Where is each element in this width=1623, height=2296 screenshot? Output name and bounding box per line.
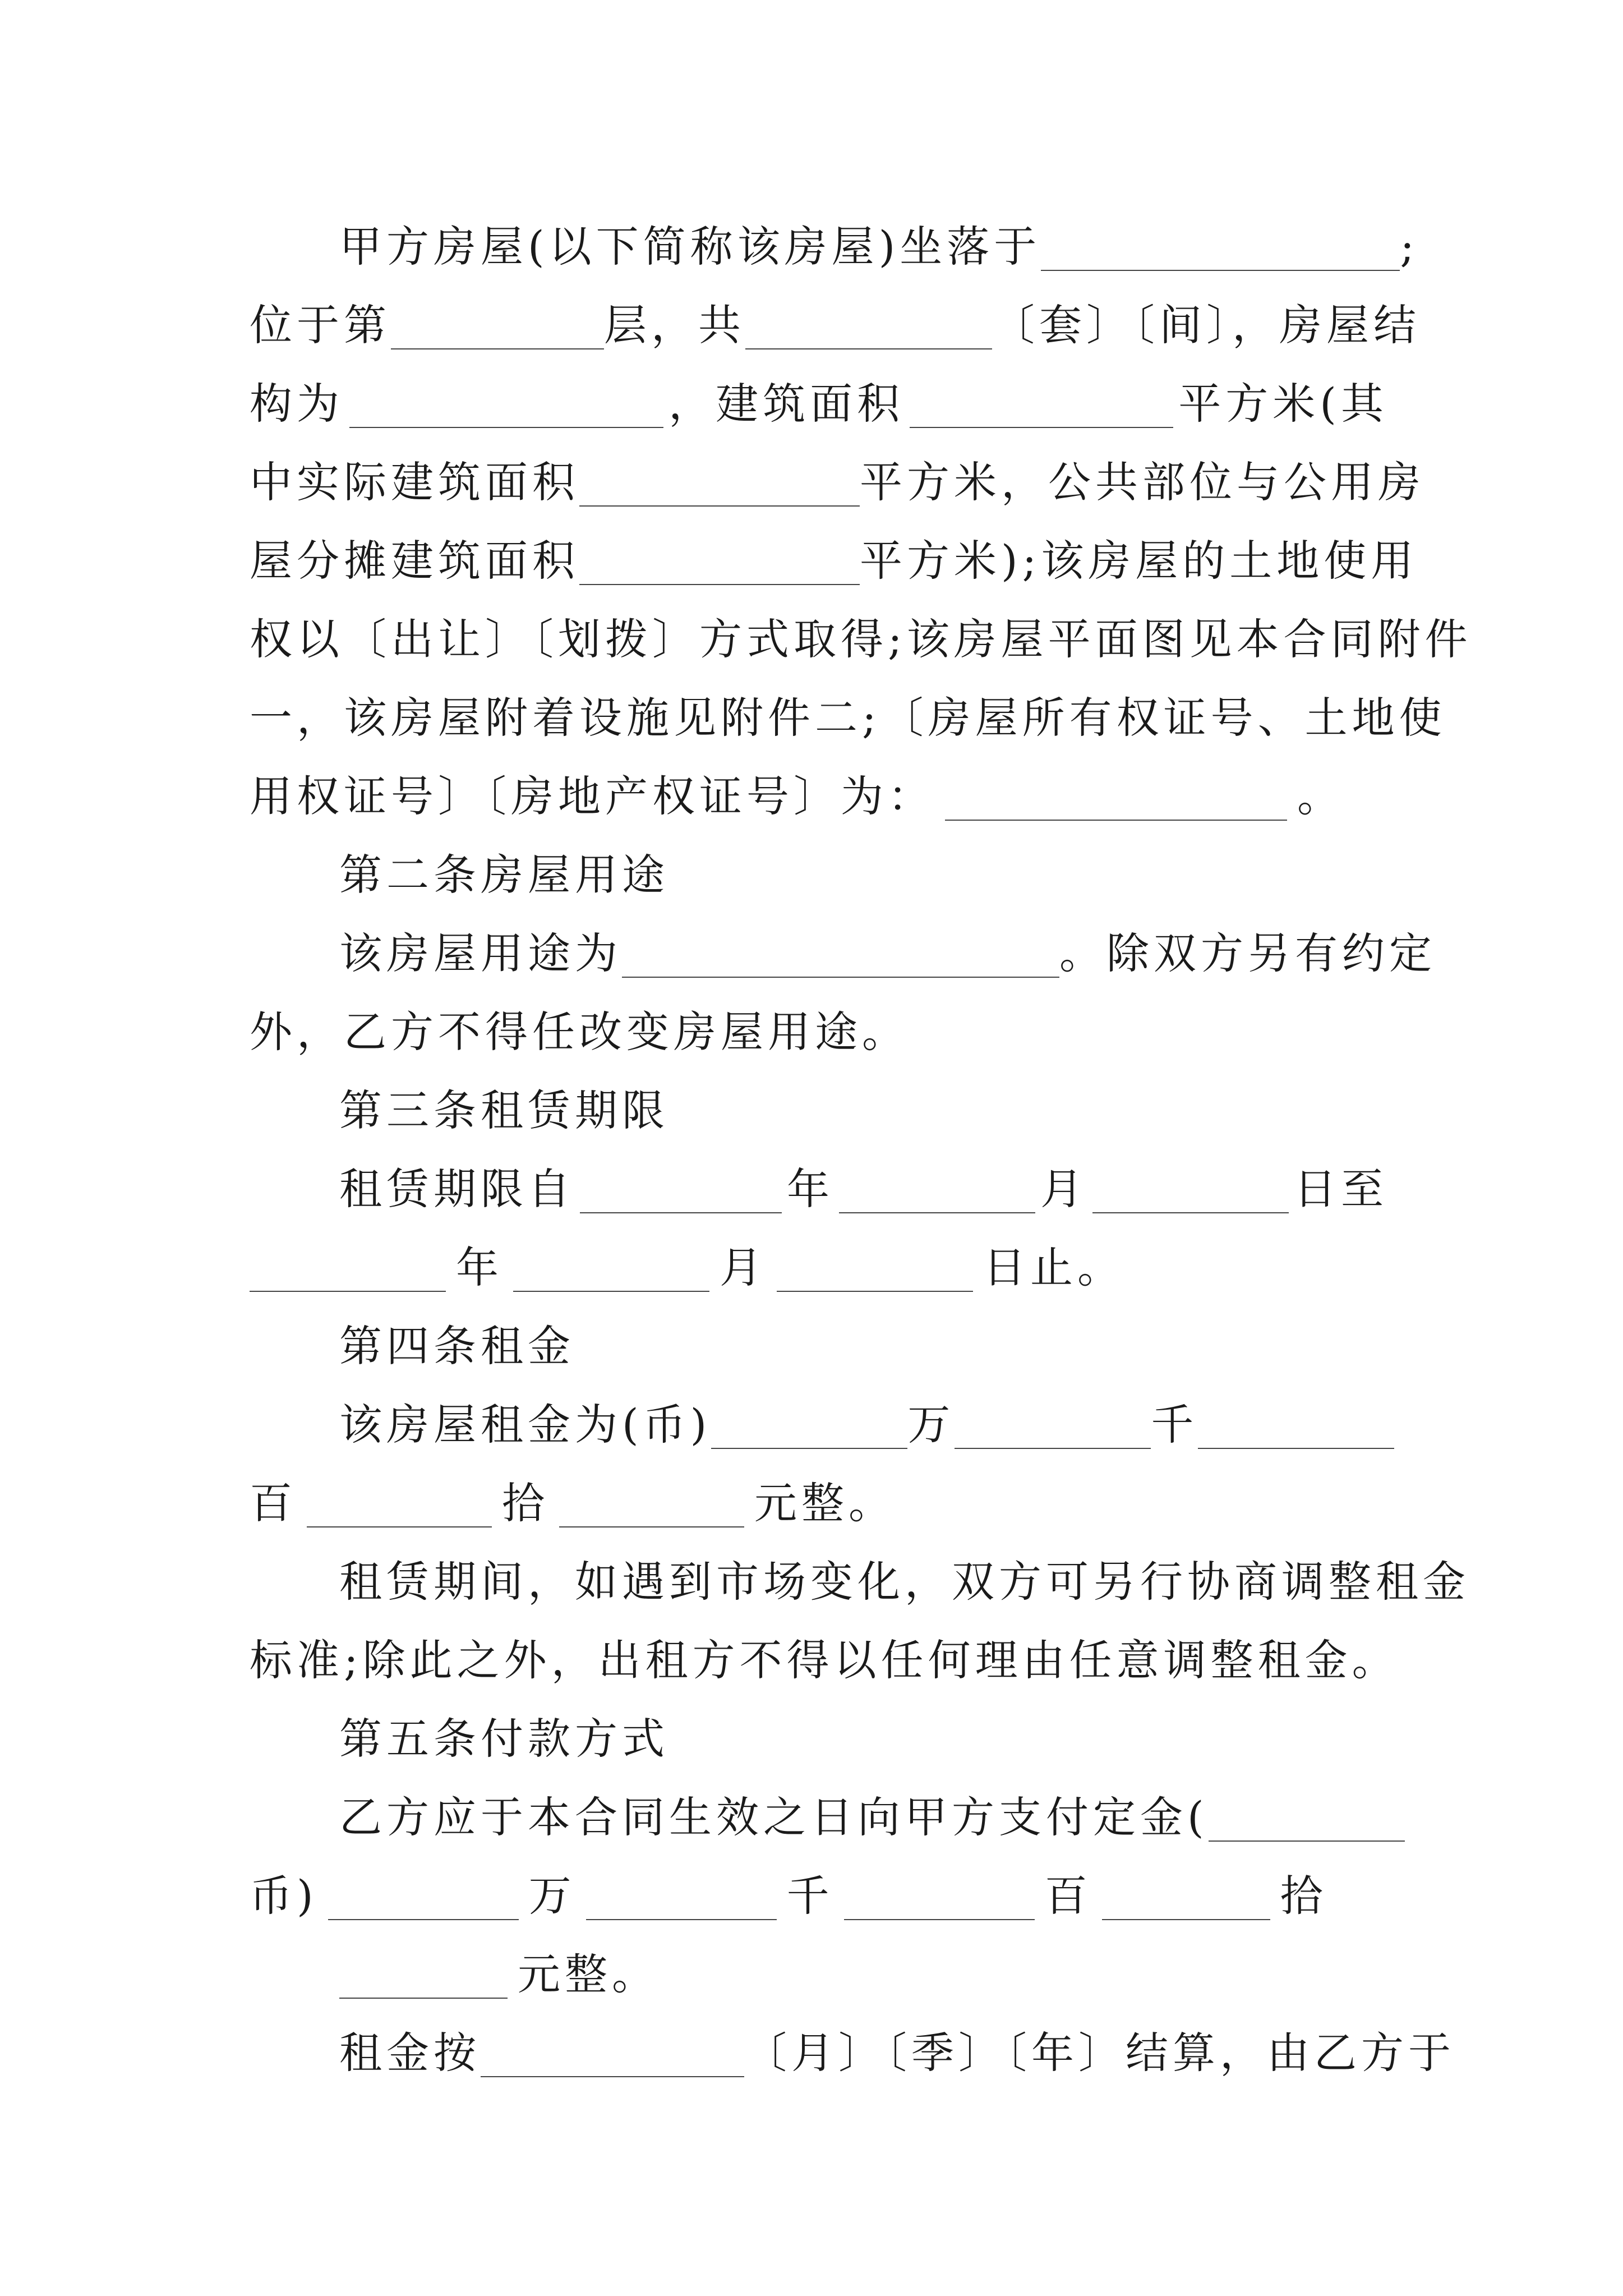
text-segment: 元整。: [754, 1478, 896, 1528]
text-segment: 平方米);该房屋的土地使用: [860, 536, 1418, 586]
text-segment: 层，共: [604, 300, 745, 350]
text-segment: 。: [1297, 771, 1344, 821]
text-line: [339, 1784, 1388, 1851]
text-segment: 位于第: [250, 300, 391, 350]
section-heading: [339, 1313, 1388, 1380]
text-line: [339, 1156, 1388, 1223]
fill-in-blank[interactable]: [1102, 1872, 1270, 1920]
text-segment: 甲方房屋(以下简称该房屋)坐落于: [339, 222, 1041, 272]
text-segment: 平方米，公共部位与公用房: [860, 457, 1425, 507]
text-segment: 构为: [250, 379, 344, 429]
text-segment: 该房屋租金为(币): [339, 1400, 712, 1450]
fill-in-blank[interactable]: [579, 537, 860, 585]
text-segment: 中实际建筑面积: [250, 457, 579, 507]
text-segment: 百: [250, 1478, 297, 1528]
fill-in-blank[interactable]: [777, 1244, 973, 1292]
text-segment: 币): [250, 1871, 318, 1921]
text-line: [250, 763, 1388, 830]
fill-in-blank[interactable]: [328, 1872, 519, 1920]
text-segment: 标准;除此之外，出租方不得以任何理由任意调整租金。: [250, 1635, 1399, 1685]
text-segment: 〔套〕〔间〕，房屋结: [992, 300, 1421, 350]
text-line: [250, 1627, 1399, 1694]
text-line: [250, 684, 1446, 752]
text-segment: 千: [1151, 1400, 1198, 1450]
fill-in-blank[interactable]: [586, 1872, 777, 1920]
text-line: [339, 1391, 1388, 1458]
text-line: [250, 606, 1472, 673]
fill-in-blank[interactable]: [307, 1479, 492, 1527]
text-segment: 租赁期间，如遇到市场变化，双方可另行协商调整租金: [339, 1557, 1470, 1607]
section-heading-text: 第五条付款方式: [339, 1714, 669, 1764]
fill-in-blank[interactable]: [349, 380, 663, 428]
text-segment: 一，该房屋附着设施见附件二;〔房屋所有权证号、土地使: [250, 693, 1446, 743]
fill-in-blank[interactable]: [481, 2029, 744, 2077]
text-segment: 拾: [502, 1478, 549, 1528]
fill-in-blank[interactable]: [513, 1244, 709, 1292]
text-line: [250, 1470, 1388, 1537]
text-segment: 平方米(其: [1178, 379, 1388, 429]
section-heading-text: 第四条租金: [339, 1321, 575, 1371]
text-line: [339, 1548, 1470, 1616]
fill-in-blank[interactable]: [945, 772, 1287, 821]
text-segment: 月: [720, 1243, 767, 1292]
text-segment: 元整。: [518, 1949, 659, 1999]
fill-in-blank[interactable]: [622, 930, 1059, 978]
fill-in-blank[interactable]: [391, 301, 604, 349]
text-line: [250, 1862, 1388, 1930]
fill-in-blank[interactable]: [579, 458, 860, 507]
text-line: [339, 1941, 1388, 2008]
text-line: [250, 999, 1388, 1066]
section-heading: [339, 841, 1388, 909]
text-segment: 权以〔出让〕〔划拨〕方式取得;该房屋平面图见本合同附件: [250, 614, 1472, 664]
fill-in-blank[interactable]: [844, 1872, 1035, 1920]
text-line: [250, 449, 1425, 516]
text-line: [339, 920, 1436, 987]
fill-in-blank[interactable]: [711, 1401, 907, 1449]
text-segment: 年: [787, 1164, 834, 1214]
text-line: [250, 1234, 1388, 1301]
fill-in-blank[interactable]: [1198, 1401, 1394, 1449]
text-segment: 日至: [1294, 1164, 1388, 1214]
text-segment: 日止。: [983, 1243, 1124, 1292]
text-segment: ，建筑面积: [668, 379, 905, 429]
fill-in-blank[interactable]: [580, 1165, 782, 1213]
section-heading: [339, 1705, 1388, 1773]
text-line: [250, 370, 1388, 438]
text-segment: 外，乙方不得任改变房屋用途。: [250, 1007, 909, 1057]
fill-in-blank[interactable]: [745, 301, 992, 349]
text-segment: 万: [528, 1871, 576, 1921]
text-segment: 百: [1044, 1871, 1092, 1921]
section-heading-text: 第三条租赁期限: [339, 1085, 669, 1135]
text-segment: 租赁期限自: [339, 1164, 575, 1214]
text-segment: 屋分摊建筑面积: [250, 536, 579, 586]
text-line: [250, 527, 1418, 595]
text-segment: ;: [1400, 222, 1419, 272]
text-segment: 年: [456, 1243, 503, 1292]
text-line: [250, 292, 1421, 359]
text-line: [339, 2019, 1455, 2087]
text-segment: 。除双方另有约定: [1059, 928, 1436, 978]
fill-in-blank[interactable]: [839, 1165, 1035, 1213]
text-segment: 用权证号〕〔房地产权证号〕为：: [250, 771, 935, 821]
fill-in-blank[interactable]: [250, 1244, 446, 1292]
text-segment: 千: [786, 1871, 834, 1921]
fill-in-blank[interactable]: [339, 1950, 508, 1999]
text-segment: 乙方应于本合同生效之日向甲方支付定金(: [339, 1792, 1209, 1842]
text-segment: 租金按: [339, 2028, 481, 2078]
text-segment: 该房屋用途为: [339, 928, 622, 978]
text-segment: 拾: [1280, 1871, 1327, 1921]
section-heading-text: 第二条房屋用途: [339, 850, 669, 900]
fill-in-blank[interactable]: [1092, 1165, 1289, 1213]
text-line: [339, 213, 1419, 280]
section-heading: [339, 1077, 1388, 1144]
fill-in-blank[interactable]: [955, 1401, 1151, 1449]
text-segment: 万: [907, 1400, 955, 1450]
fill-in-blank[interactable]: [1041, 223, 1400, 271]
fill-in-blank[interactable]: [559, 1479, 744, 1527]
fill-in-blank[interactable]: [910, 380, 1173, 428]
text-segment: 〔月〕〔季〕〔年〕结算，由乙方于: [744, 2028, 1455, 2078]
text-segment: 月: [1040, 1164, 1087, 1214]
fill-in-blank[interactable]: [1209, 1793, 1405, 1842]
